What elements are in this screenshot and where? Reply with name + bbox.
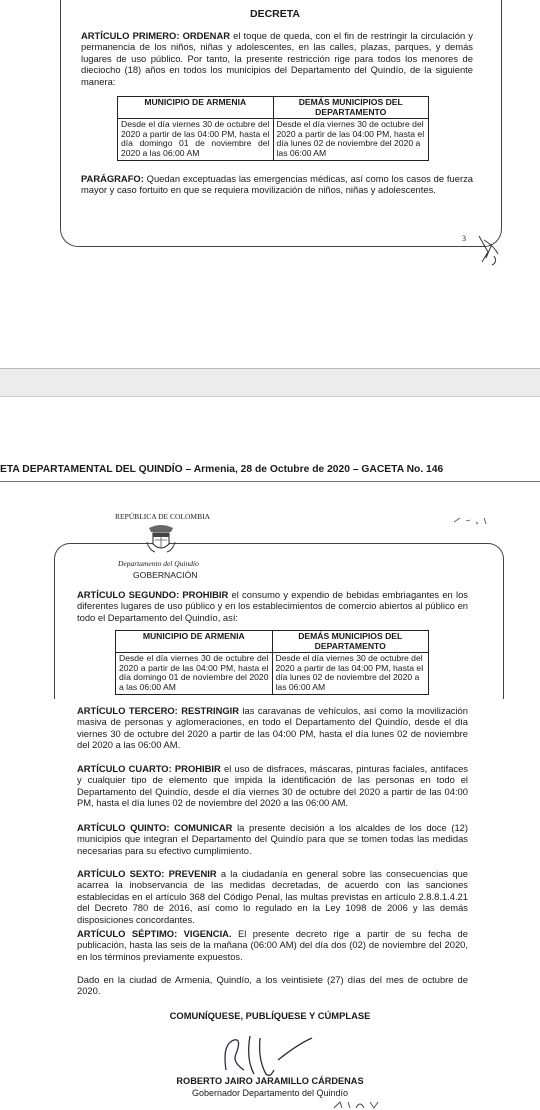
logo-department-text: Departamento del Quindío: [118, 559, 199, 568]
signer-title: Gobernador Departamento del Quindío: [191, 1088, 349, 1098]
page-gap-edge-top: [0, 368, 540, 369]
article-7: [77, 928, 468, 962]
logo-republic-text: REPÚBLICA DE COLOMBIA: [115, 512, 211, 521]
article-6-text: a la ciudadanía en general sobre las consecuencias que acarrea la inobservancia de las medidas decretadas, de acuerdo con las sanciones establecidas en el artículo 368 del Código Penal, las multas previstas en artículo 2.8.8.1.4.21 del Decreto 780 de 2016, así como lo regulado en la Ley 1098 de 2006 y las demás disposiciones concordantes.: [77, 868, 468, 925]
article-7-text: El presente decreto rige a partir de su fecha de publicación, hasta las seis de la mañana (06:00 AM) del día dos (02) de noviembre del 2020, en los términos previamente expuestos.: [77, 928, 468, 962]
table-header-armenia: MUNICIPIO DE ARMENIA: [118, 97, 274, 119]
given-in-text: Dado en la ciudad de Armenia, Quindío, a los veintisiete (27) días del mes de octubre de 2020.: [77, 974, 468, 997]
article-5-label: ARTÍCULO QUINTO: COMUNICAR: [77, 822, 233, 833]
article-1-text: el toque de queda, con el fin de restringir la circulación y permanencia de los niños, niñas y adolescentes, en las calles, plazas, parques, y demás lugares de uso público. Por tanto, la presente restricción rige para todos los menores de dieciocho (18) años en todos los municipios del Departamento del Quindío, de la siguiente manera:: [81, 30, 473, 87]
article-1: [81, 30, 473, 87]
article-5-text: la presente decisión a los alcaldes de los doce (12) municipios que integran el Departamento del Quindío para que se tomen todas las medidas necesarias para su efectivo cumplimiento.: [77, 822, 468, 856]
article-6: [77, 868, 468, 925]
corner-marks: [452, 512, 494, 528]
page-gap-edge-bottom: [0, 396, 540, 397]
table-header-armenia: MUNICIPIO DE ARMENIA: [116, 631, 273, 653]
article-1-label: ARTÍCULO PRIMERO: ORDENAR: [81, 30, 230, 41]
article-4-label: ARTÍCULO CUARTO: PROHIBIR: [77, 763, 221, 774]
table-cell-other-municipalities: Desde el día viernes 30 de octubre del 2020 a partir de las 04:00 PM, hasta el día lunes 02 de noviembre del 2020 a las 06:00 AM: [272, 653, 429, 694]
curfew-table: [117, 96, 429, 161]
gazette-header-rule: [0, 481, 540, 482]
paragraph-exception: [81, 173, 473, 196]
page-number: 3: [462, 234, 466, 243]
paragraph-label: PARÁGRAFO:: [81, 173, 144, 184]
article-3-label: ARTÍCULO TERCERO: RESTRINGIR: [77, 705, 240, 716]
table-header-other-municipalities: DEMÁS MUNICIPIOS DEL DEPARTAMENTO: [272, 631, 429, 653]
article-4: [77, 763, 468, 809]
table-cell-armenia: Desde el día viernes 30 de octubre del 2020 a partir de las 04:00 PM, hasta el día domingo 01 de noviembre del 2020 a las 06:00 AM: [118, 119, 274, 160]
signer-name: ROBERTO JAIRO JARAMILLO CÁRDENAS: [176, 1076, 364, 1086]
table-header-other-municipalities: DEMÁS MUNICIPIOS DEL DEPARTAMENTO: [273, 97, 429, 119]
article-2: [77, 589, 468, 623]
bottom-initials: [330, 1098, 390, 1110]
article-4-text: el uso de disfraces, máscaras, pinturas faciales, antifaces y cualquier tipo de elemento que impida la identificación de las personas en todo el Departamento del Quindío, desde el día viernes 30 de octubre del 2020 a partir de las 04:00 PM, hasta el día lunes 02 de noviembre del 2020 a las 06:00 AM.: [77, 763, 468, 809]
article-5: [77, 822, 468, 856]
article-7-label: ARTÍCULO SÉPTIMO: VIGENCIA.: [77, 928, 232, 939]
table-cell-other-municipalities: Desde el día viernes 30 de octubre del 2020 a partir de las 04:00 PM, hasta el día lunes 02 de noviembre del 2020 a las 06:00 AM: [273, 119, 429, 160]
initials-mark: [474, 232, 504, 268]
article-2-text: el consumo y expendio de bebidas embriagantes en los diferentes lugares de uso público y en los establecimientos de comercio abiertos al público en todo el Departamento del Quindío, así:: [77, 589, 468, 623]
paragraph-text: Quedan exceptuadas las emergencias médicas, así como los casos de fuerza mayor y caso fortuito en que se requiera movilización de niños, niñas y adolescentes.: [81, 173, 473, 196]
page-gap: [0, 368, 540, 396]
table-cell-armenia: Desde el día viernes 30 de octubre del 2020 a partir de las 04:00 PM, hasta el día domingo 01 de noviembre del 2020 a las 06:00 AM: [116, 653, 273, 694]
article-6-label: ARTÍCULO SEXTO: PREVENIR: [77, 868, 217, 879]
article-3-text: las caravanas de vehículos, así como la movilización masiva de personas y aglomeraciones, en todo el Departamento del Quindío, desde el día viernes 30 de octubre del 2020 a partir de las 04:00 PM, hasta el día lunes 02 de noviembre del 2020 a las 06:00 AM.: [77, 705, 468, 751]
coat-of-arms-icon: [145, 522, 177, 556]
decree-heading: DECRETA: [250, 8, 300, 20]
article-2-label: ARTÍCULO SEGUNDO: PROHIBIR: [77, 589, 229, 600]
closing-formula: COMUNÍQUESE, PUBLÍQUESE Y CÚMPLASE: [169, 1010, 371, 1021]
alcohol-table: [115, 630, 429, 695]
article-3: [77, 705, 468, 751]
gazette-header: ETA DEPARTAMENTAL DEL QUINDÍO – Armenia, 28 de Octubre de 2020 – GACETA No. 146: [0, 464, 444, 475]
logo-governorship-text: GOBERNACIÓN: [133, 570, 198, 580]
